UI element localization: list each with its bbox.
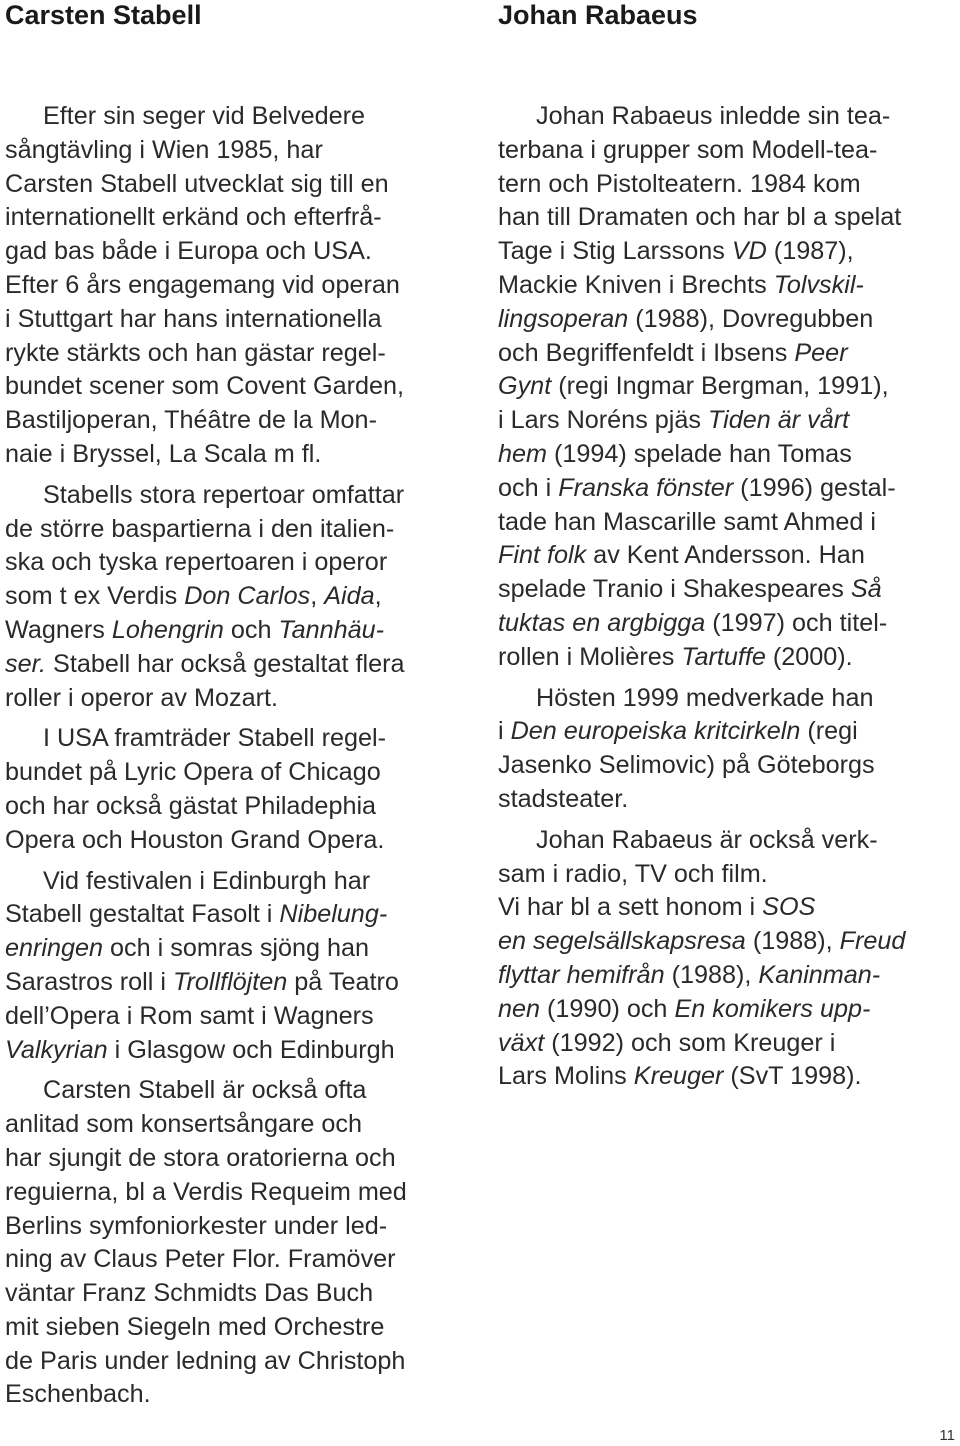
text-line: Berlins symfoniorkester under led- [5,1211,388,1240]
text-line: ska och tyska repertoaren i operor [5,548,388,577]
text-line: växt (1992) och som Kreuger i [498,1028,836,1057]
text-line: i Den europeiska kritcirkeln (regi [498,717,858,746]
text-line: Lars Molins Kreuger (SvT 1998). [498,1062,862,1091]
right-column [498,0,960,1091]
text-line: roller i operor av Mozart. [5,683,278,712]
text-line: tuktas en argbigga (1997) och titel- [498,608,888,637]
text-line: mit sieben Siegeln med Orchestre [5,1312,385,1341]
text-line: naie i Bryssel, La Scala m fl. [5,439,322,468]
text-line: i Lars Noréns pjäs Tiden är vårt [498,406,850,435]
text-line: Stabell gestaltat Fasolt i Nibelung- [5,900,388,929]
text-line: Sarastros roll i Trollflöjten på Teatro [5,967,399,996]
text-line: Jasenko Selimovic) på Göteborgs [498,751,875,780]
text-line: Johan Rabaeus inledde sin tea- [536,102,891,130]
text-line: Tage i Stig Larssons VD (1987), [498,237,854,266]
text-line: Carsten Stabell är också ofta [43,1076,367,1105]
text-line: spelade Tranio i Shakespeares Så [498,575,882,604]
text-line: Carsten Stabell utvecklat sig till en [5,169,389,198]
text-line: de Paris under ledning av Christoph [5,1346,406,1375]
text-line: enringen och i somras sjöng han [5,934,370,963]
text-line: Efter 6 års engagemang vid operan [5,270,400,299]
text-line: nen (1990) och En komikers upp- [498,994,871,1023]
text-line: I USA framträder Stabell regel- [43,724,386,753]
text-line: Vid festivalen i Edinburgh har [43,866,371,895]
text-line: Mackie Kniven i Brechts Tolvskil- [498,270,864,299]
text-line: ning av Claus Peter Flor. Framöver [5,1245,396,1274]
text-line: har sjungit de stora oratorierna och [5,1143,396,1172]
text-line: och har också gästat Philadephia [5,791,377,820]
text-line: stadsteater. [498,784,629,813]
page-number: 11 [939,1427,955,1444]
text-line: en segelsällskapsresa (1988), Freud [498,927,906,956]
text-line: Bastiljoperan, Théâtre de la Mon- [5,406,377,435]
left-heading: Carsten Stabell [5,0,202,30]
right-heading: Johan Rabaeus [498,0,698,30]
text-line: Johan Rabaeus är också verk- [536,825,878,854]
text-line: de större baspartierna i den italien- [5,514,395,543]
text-line: bundet på Lyric Opera of Chicago [5,758,381,787]
text-line: Vi har bl a sett honom i SOS [498,893,816,922]
text-line: som t ex Verdis Don Carlos, Aida, [5,582,382,611]
text-line: dell’Opera i Rom samt i Wagners [5,1001,374,1030]
text-line: Stabells stora repertoar omfattar [43,480,405,509]
text-line: anlitad som konsertsångare och [5,1110,363,1139]
text-line: Valkyrian i Glasgow och Edinburgh [5,1035,395,1064]
text-line: sam i radio, TV och film. [498,859,768,888]
text-line: gad bas både i Europa och USA. [5,237,372,266]
text-line: terbana i grupper som Modell-tea- [498,135,878,164]
text-line: hem (1994) spelade han Tomas [498,439,852,468]
text-line: tade han Mascarille samt Ahmed i [498,507,876,536]
text-line: sångtävling i Wien 1985, har [5,135,323,164]
text-line: Efter sin seger vid Belvedere [43,102,366,130]
text-line: i Stuttgart har hans internationella [5,304,382,333]
text-line: Eschenbach. [5,1380,151,1409]
left-column [5,0,470,1409]
text-line: och Begriffenfeldt i Ibsens Peer [498,338,848,367]
text-line: Fint folk av Kent Andersson. Han [498,541,865,570]
left-body [5,100,470,1412]
text-line: ser. Stabell har också gestaltat flera [5,649,405,678]
text-line: han till Dramaten och har bl a spelat [498,203,902,232]
text-line: rollen i Molières Tartuffe (2000). [498,642,853,671]
text-line: internationellt erkänd och efterfrå- [5,203,382,232]
text-line: tern och Pistolteatern. 1984 kom [498,169,861,198]
text-line: Wagners Lohengrin och Tannhäu- [5,615,385,644]
text-line: reguierna, bl a Verdis Requeim med [5,1177,407,1206]
text-line: Gynt (regi Ingmar Bergman, 1991), [498,372,889,401]
text-line: och i Franska fönster (1996) gestal- [498,473,896,502]
text-line: lingsoperan (1988), Dovregubben [498,304,874,333]
right-body [498,100,960,1094]
text-line: flyttar hemifrån (1988), Kaninman- [498,960,881,989]
text-line: väntar Franz Schmidts Das Buch [5,1279,374,1308]
text-line: Hösten 1999 medverkade han [536,683,874,712]
text-line: Opera och Houston Grand Opera. [5,825,385,854]
text-line: bundet scener som Covent Garden, [5,372,405,401]
text-line: rykte stärkts och han gästar regel- [5,338,386,367]
